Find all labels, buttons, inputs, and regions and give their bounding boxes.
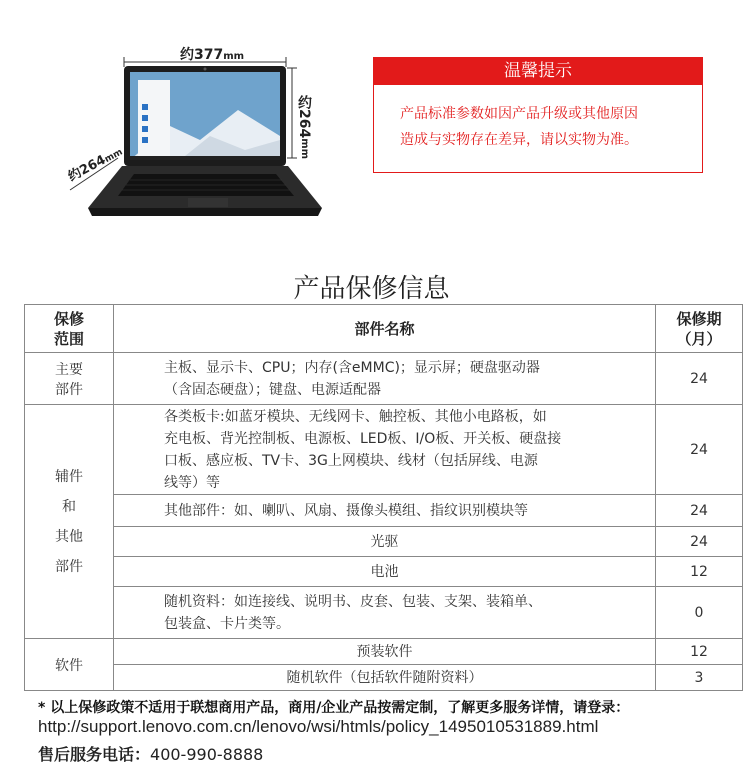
part-line: 充电板、背光控制板、电源板、LED板、I/O板、开关板、硬盘接 <box>164 430 562 447</box>
part-aux-other: 其他部件：如、喇叭、风扇、摄像头模组、指纹识别模块等 <box>114 495 656 527</box>
scope-aux <box>25 405 114 639</box>
period-bundled-software: 3 <box>656 665 743 691</box>
part-bundled-software: 随机软件（包括软件随附资料） <box>114 665 656 691</box>
part-line: 包装盒、卡片类等。 <box>164 615 290 632</box>
period-accessories: 0 <box>656 587 743 639</box>
period-main: 24 <box>656 353 743 405</box>
width-unit: mm <box>223 51 245 62</box>
part-preinstalled-software: 预装软件 <box>114 639 656 665</box>
table-row <box>25 495 743 527</box>
part-main-line-2: （含固态硬盘）；键盘、电源适配器 <box>164 381 381 398</box>
part-battery: 电池 <box>114 557 656 587</box>
notice-title: 温馨提示 <box>374 58 702 85</box>
width-value: 约377 <box>180 47 224 63</box>
part-line: 各类板卡:如蓝牙模块、无线网卡、触控板、其他小电路板，如 <box>164 408 547 425</box>
table-row <box>25 405 743 495</box>
table-row <box>25 353 743 405</box>
table-header-row <box>25 305 743 353</box>
scope-aux-line-4: 部件 <box>55 558 83 575</box>
table-row <box>25 639 743 665</box>
scope-main <box>25 353 114 405</box>
period-aux-boards: 24 <box>656 405 743 495</box>
notice-box <box>373 57 703 173</box>
support-link[interactable]: http://support.lenovo.com.cn/lenovo/wsi/htmls/policy_1495010531889.html <box>38 717 599 736</box>
part-line: 随机资料：如连接线、说明书、皮套、包装、支架、装箱单、 <box>164 593 542 610</box>
service-phone-number: 400-990-8888 <box>150 745 264 764</box>
period-optical-drive: 24 <box>656 527 743 557</box>
scope-aux-line-3: 其他 <box>55 528 83 545</box>
scope-software: 软件 <box>25 639 114 691</box>
height-value: 约264 <box>296 95 312 139</box>
period-preinstalled-software: 12 <box>656 639 743 665</box>
part-aux-boards <box>114 405 656 495</box>
part-main <box>114 353 656 405</box>
policy-note: * 以上保修政策不适用于联想商用产品，商用/企业产品按需定制，了解更多服务详情，请登录： <box>38 700 630 716</box>
warranty-title: 产品保修信息 <box>293 274 450 304</box>
service-phone <box>38 742 263 765</box>
part-line: 口板、感应板、TV卡、3G上网模块、线材（包括屏线、电源 <box>164 452 538 469</box>
scope-aux-line-2: 和 <box>62 498 76 515</box>
header-scope <box>25 305 114 353</box>
scope-main-line-2: 部件 <box>55 381 83 398</box>
table-row <box>25 587 743 639</box>
part-accessories <box>114 587 656 639</box>
notice-line-1: 产品标准参数如因产品升级或其他原因 <box>400 106 638 122</box>
laptop-illustration <box>60 40 340 240</box>
scope-aux-line-1: 辅件 <box>55 468 83 485</box>
part-optical-drive: 光驱 <box>114 527 656 557</box>
part-line: 线等）等 <box>164 474 220 491</box>
header-period <box>656 305 743 353</box>
width-dimension-label <box>180 44 244 64</box>
header-scope-line-2: 范围 <box>53 329 84 348</box>
header-period-line-2: （月） <box>676 329 722 348</box>
part-main-line-1: 主板、显示卡、CPU；内存(含eMMC)；显示屏；硬盘驱动器 <box>164 359 540 376</box>
height-unit: mm <box>299 138 310 160</box>
warranty-table <box>24 304 743 691</box>
header-part: 部件名称 <box>114 305 656 353</box>
service-phone-label: 售后服务电话： <box>38 745 151 764</box>
scope-main-line-1: 主要 <box>55 361 83 378</box>
depth-value: 约264 <box>65 152 109 185</box>
notice-line-2: 造成与实物存在差异，请以实物为准。 <box>400 132 638 148</box>
depth-unit: mm <box>103 147 125 166</box>
table-row <box>25 665 743 691</box>
table-row <box>25 527 743 557</box>
height-dimension-label <box>294 95 314 159</box>
period-aux-other: 24 <box>656 495 743 527</box>
notice-body <box>374 85 702 153</box>
header-period-line-1: 保修期 <box>676 309 722 328</box>
period-battery: 12 <box>656 557 743 587</box>
header-scope-line-1: 保修 <box>53 309 84 328</box>
table-row <box>25 557 743 587</box>
